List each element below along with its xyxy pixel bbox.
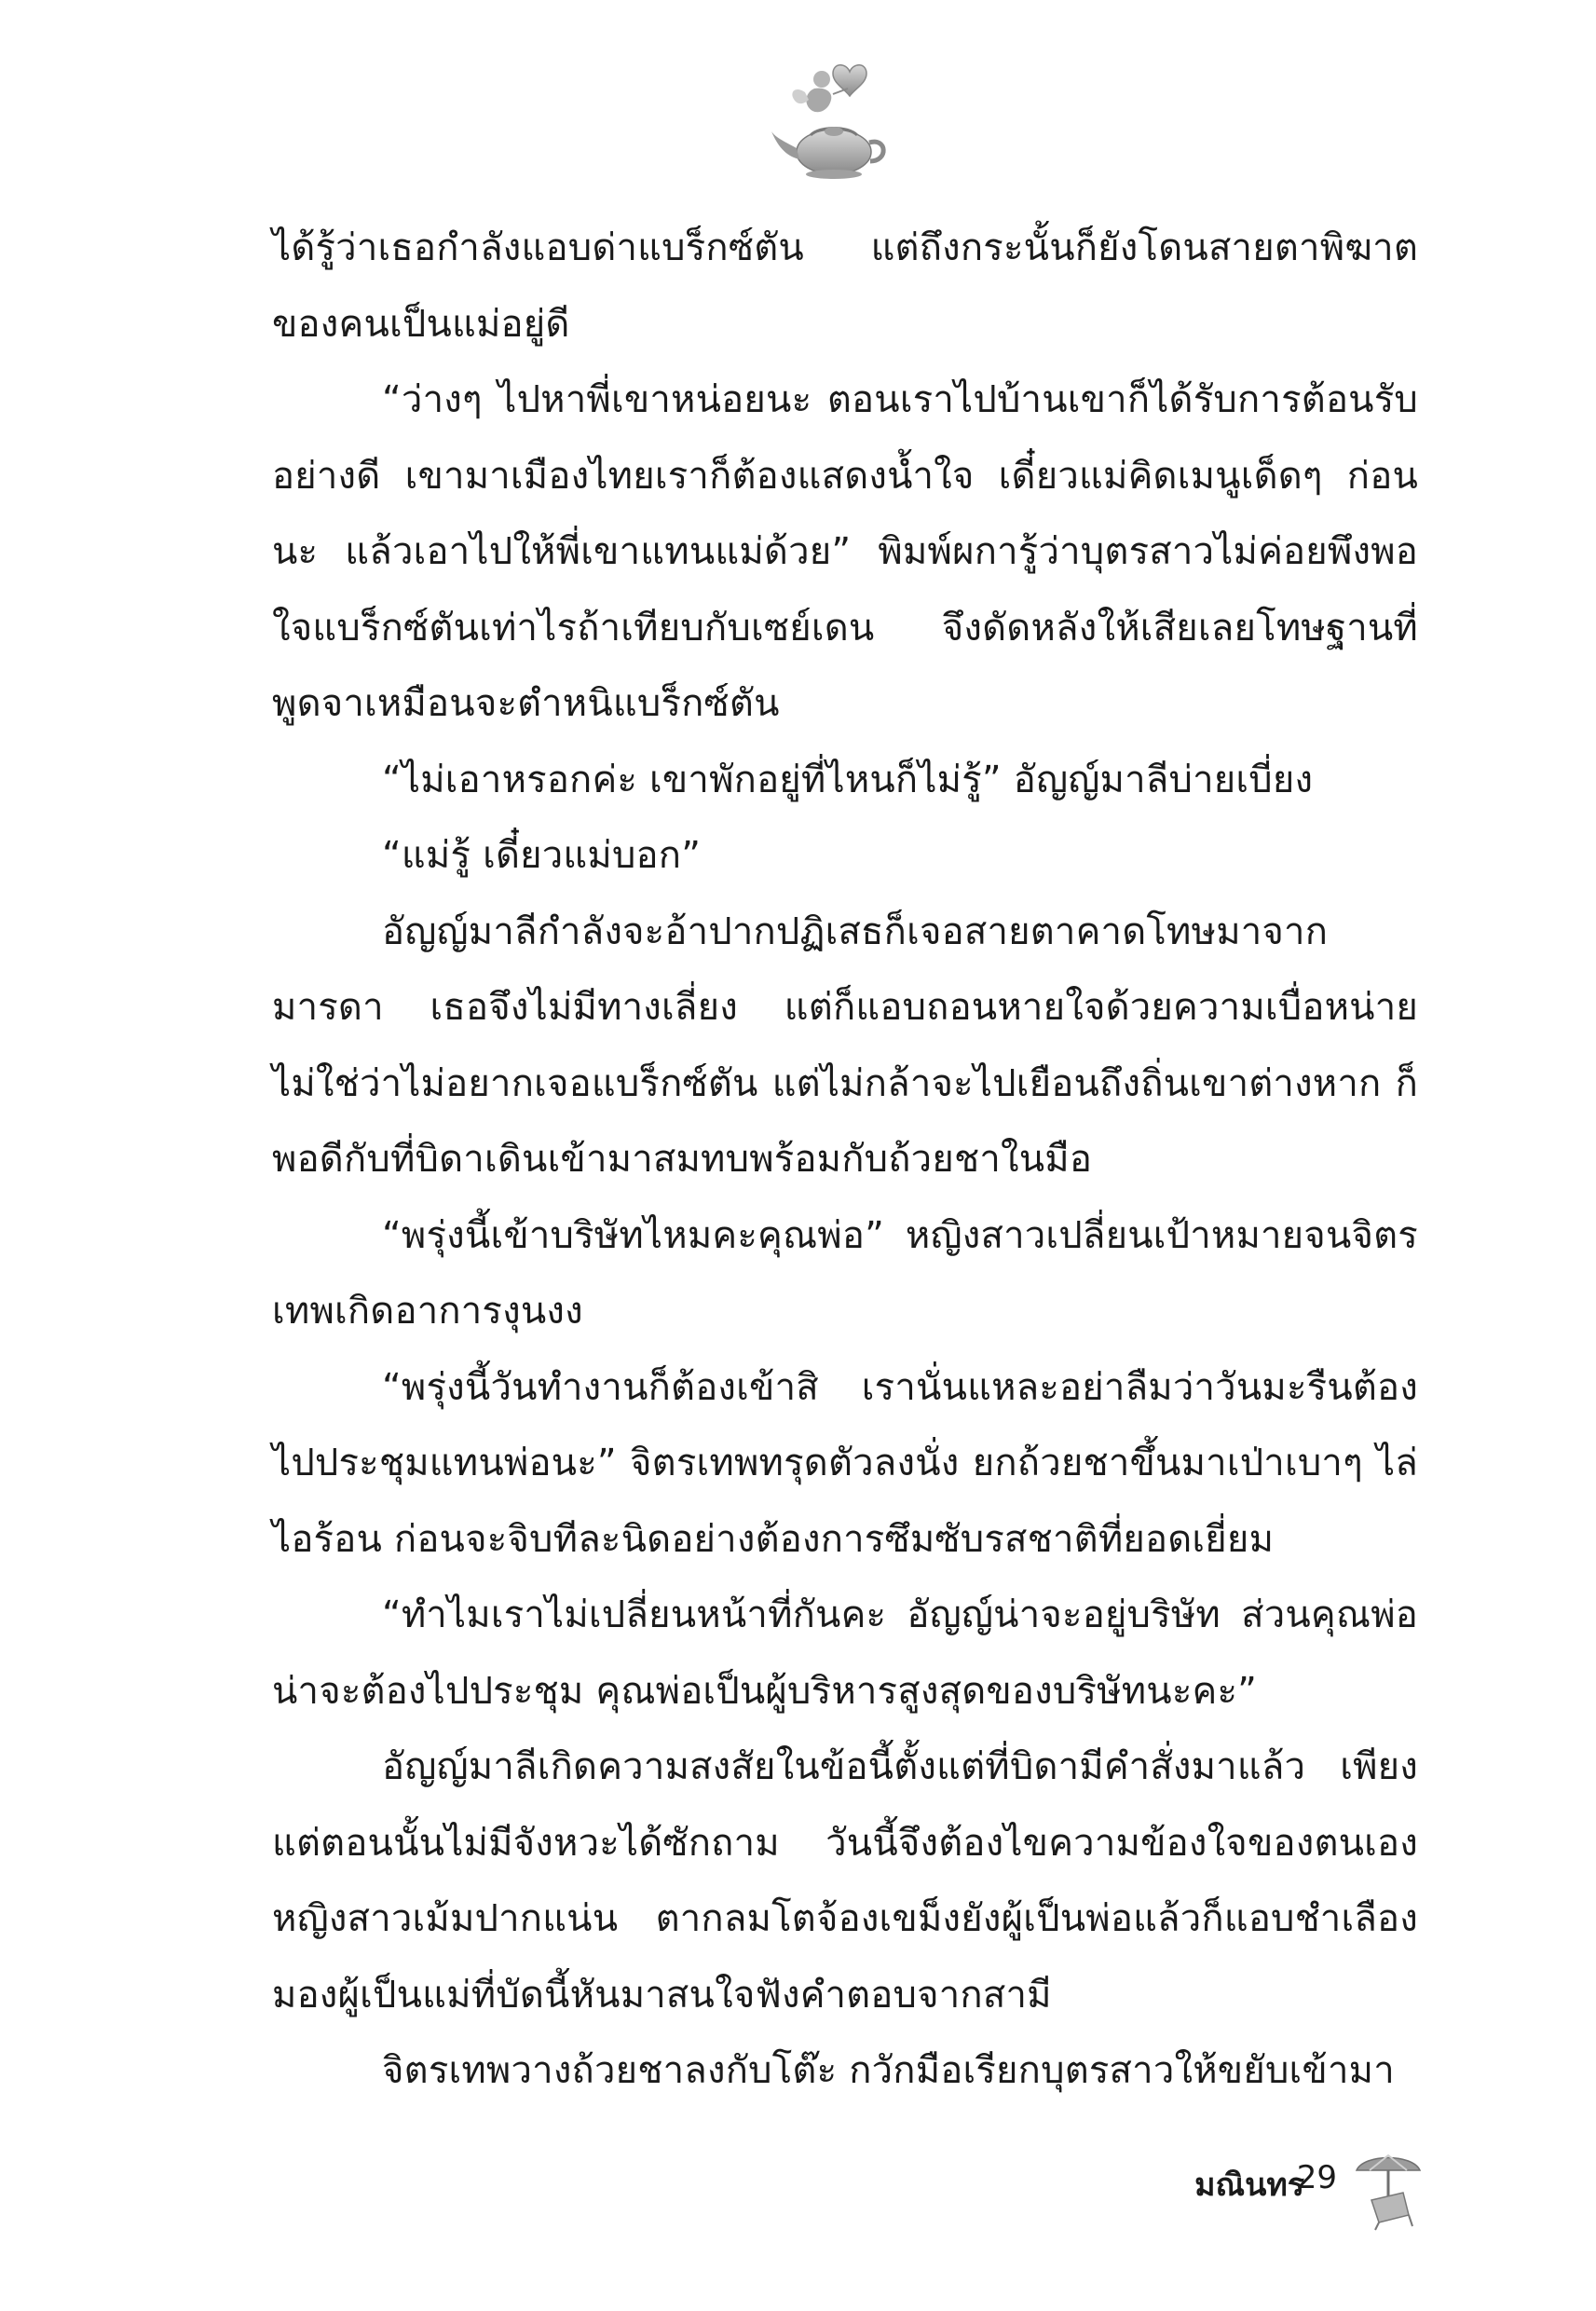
paragraph-3: “ไม่เอาหรอกค่ะ เขาพักอยู่ที่ไหนก็ไม่รู้” อัญญ์มาลีบ่ายเบี่ยง: [382, 758, 1314, 801]
beach-umbrella-chair-icon: [1351, 2148, 1425, 2232]
paragraph-4: “แม่รู้ เดี๋ยวแม่บอก”: [382, 834, 702, 877]
page-footer: [1118, 2148, 1425, 2232]
author-name: มณินทร: [1194, 2167, 1304, 2204]
paragraph-9: อัญญ์มาลีเกิดความสงสัยในข้อนี้ตั้งแต่ที่บิดามีคำสั่งมาแล้ว เพียงแต่ตอนนั้นไม่มีจังหวะได้ซักถาม วันนี้จึงต้องไขความข้องใจของตนเอง หญิงสาวเม้มปากแน่น ตากลมโตจ้องเขม็งยังผู้เป็นพ่อแล้วก็แอบชำเลืองมองผู้เป็นแม่ที่บัดนี้หันมาสนใจฟังคำตอบจากสามี: [272, 1745, 1418, 2017]
paragraph-5: อัญญ์มาลีกำลังจะอ้าปากปฏิเสธก็เจอสายตาคาดโทษมาจากมารดา เธอจึงไม่มีทางเลี่ยง แต่ก็แอบถอนหายใจด้วยความเบื่อหน่าย ไม่ใช่ว่าไม่อยากเจอแบร็กซ์ตัน แต่ไม่กล้าจะไปเยือนถึงถิ่นเขาต่างหาก ก็พอดีกับที่บิดาเดินเข้ามาสมทบพร้อมกับถ้วยชาในมือ: [272, 909, 1418, 1181]
teapot-cupid-ornament-icon: [764, 51, 904, 191]
paragraph-10: จิตรเทพวางถ้วยชาลงกับโต๊ะ กวักมือเรียกบุตรสาวให้ขยับเข้ามา: [382, 2049, 1395, 2092]
page-number: 29: [1296, 2159, 1337, 2196]
paragraph-8: “ทำไมเราไม่เปลี่ยนหน้าที่กันคะ อัญญ์น่าจะอยู่บริษัท ส่วนคุณพ่อน่าจะต้องไปประชุม คุณพ่อเป็นผู้บริหารสูงสุดของบริษัทนะคะ”: [272, 1593, 1418, 1713]
paragraph-2: “ว่างๆ ไปหาพี่เขาหน่อยนะ ตอนเราไปบ้านเขาก็ได้รับการต้อนรับอย่างดี เขามาเมืองไทยเราก็ต้องแสดงน้ำใจ เดี๋ยวแม่คิดเมนูเด็ดๆ ก่อนนะ แล้วเอาไปให้พี่เขาแทนแม่ด้วย” พิมพ์ผการู้ว่าบุตรสาวไม่ค่อยพึงพอใจแบร็กซ์ตันเท่าไรถ้าเทียบกับเซย์เดน จึงดัดหลังให้เสียเลยโทษฐานที่พูดจาเหมือนจะตำหนิแบร็กซ์ตัน: [272, 378, 1418, 725]
paragraph-6: “พรุ่งนี้เข้าบริษัทไหมคะคุณพ่อ” หญิงสาวเปลี่ยนเป้าหมายจนจิตรเทพเกิดอาการงุนงง: [272, 1213, 1418, 1333]
body-text: [272, 211, 1418, 2110]
paragraph-7: “พรุ่งนี้วันทำงานก็ต้องเข้าสิ เรานั่นแหละอย่าลืมว่าวันมะรืนต้องไปประชุมแทนพ่อนะ” จิตรเทพทรุดตัวลงนั่ง ยกถ้วยชาขึ้นมาเป่าเบาๆ ไล่ไอร้อน ก่อนจะจิบทีละนิดอย่างต้องการซึมซับรสชาติที่ยอดเยี่ยม: [272, 1365, 1418, 1561]
paragraph-1: ได้รู้ว่าเธอกำลังแอบด่าแบร็กซ์ตัน แต่ถึงกระนั้นก็ยังโดนสายตาพิฆาตของคนเป็นแม่อยู่ดี: [272, 226, 1418, 346]
